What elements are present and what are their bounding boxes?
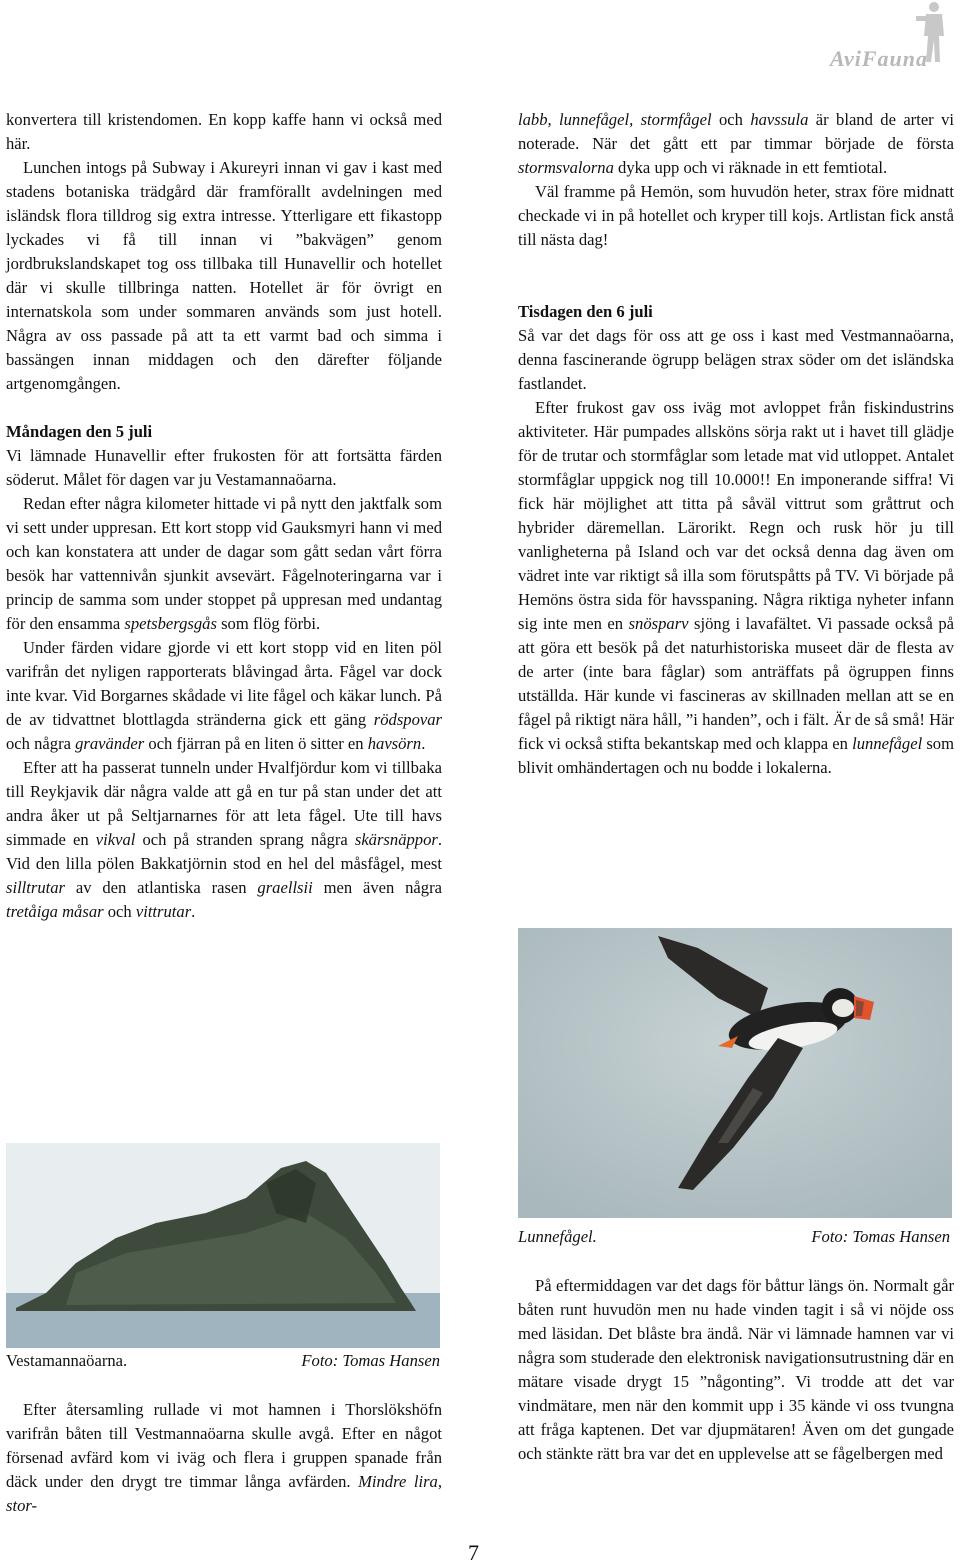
bottom-left-text: [6, 1398, 442, 1518]
bottom-right-text: [518, 1274, 954, 1466]
island-caption: [6, 1350, 440, 1372]
island-photo: [6, 1143, 440, 1348]
paragraph: Så var det dags för oss att ge oss i kast med Vestmannaöarna, denna fascinerande ögrupp belägen strax söder om det isländska fastlandet.: [518, 326, 954, 393]
puffin-caption: [518, 1226, 950, 1248]
left-column: [6, 108, 442, 924]
paragraph: Lunchen intogs på Subway i Akureyri innan vi gav i kast med stadens botaniska trädgård där framförallt avdelningen med isländsk flora tilldrog sig extra intresse. Ytterligare ett fikastopp lyckades vi få till innan vi ”bakvägen” genom jordbrukslandskapet tog oss tillbaka till Hunavellir och hotellet där vi skulle tillbringa natten. Hotellet är för övrigt en internatskola som under sommaren används som just hotell. Några av oss passade på att ta ett varmt bad och simma i bassängen innan middagen och den därefter följande artgenomgången.: [6, 158, 442, 393]
paragraph: Efter frukost gav oss iväg mot avloppet från fiskindustrins aktiviteter. Här pumpades allsköns sörja rakt ut i havet till glädje för de trutar och stormfåglar som letade mat vid utloppet. Antalet stormfåglar uppgick nog till 10.000!! En imponerande siffra! Vi fick här möjlighet att titta på såväl vittrut som gråttrut och hybrider däremellan. Lärorikt. Regn och rusk hör ju till vanligheterna på Island och var det också denna dag även om vädret inte var riktigt så illa som förutspåtts på TV. Vi började på Hemöns östra sida för havsspaning. Några riktiga nyheter infann sig inte men en snösparv sjöng i lavafältet. Vi passade också på att göra ett besök på det naturhistoriska museet där de flesta av de arter (inte bara fåglar) som anträffats på ögruppen finns utställda. Här kunde vi fascineras av skillnaden mellan att se en fågel på riktigt nära håll, ”i handen”, och i fält. Är de så små! Här fick vi också stifta bekantskap med och klappa en lunnefågel som blivit omhändertagen och nu bodde i lokalerna.: [518, 398, 955, 777]
paragraph: konvertera till kristendomen. En kopp kaffe hann vi också med här.: [6, 110, 442, 153]
section-heading: Tisdagen den 6 juli: [518, 302, 653, 321]
paragraph: Redan efter några kilometer hittade vi på nytt den jaktfalk som vi sett under uppresan. Ett kort stopp vid Gauksmyri hann vi med och kan konstatera att under de dagar som gått sedan vårt förra besök har vattennivån sjunkit avsevärt. Fågelnoteringarna var i princip de samma som under stoppet på uppresan med undantag för den ensamma spetsbergsgås som flög förbi.: [6, 494, 442, 633]
logo-text: AviFauna: [829, 46, 928, 71]
photo-credit: Foto: Tomas Hansen: [301, 1351, 440, 1370]
paragraph: Under färden vidare gjorde vi ett kort stopp vid en liten pöl varifrån det nyligen rapporterats blåvingad årta. Fågel var dock inte kvar. Vid Borgarnes skådade vi lite fågel och käkar lunch. På de av tidvattnet blottlagda stränderna gick ett gäng rödspovar och några gravänder och fjärran på en liten ö sitter en havsörn.: [6, 638, 442, 753]
caption-title: Vestamannaöarna.: [6, 1351, 128, 1370]
photo-credit: Foto: Tomas Hansen: [811, 1227, 950, 1246]
page-number: 7: [468, 1540, 479, 1565]
paragraph: Väl framme på Hemön, som huvudön heter, strax före midnatt checkade vi in på hotellet och kryper till kojs. Artlistan fick anstå till nästa dag!: [518, 182, 954, 249]
paragraph: Efter att ha passerat tunneln under Hvalfjördur kom vi tillbaka till Reykjavik där några valde att gå en tur på stan under det att andra åker ut på Seltjarnarnes för att leta fågel. Ute till havs simmade en vikval och på stranden sprang några skärsnäppor. Vid den lilla pölen Bakkatjörnin stod en hel del måsfågel, mest silltrutar av den atlantiska rasen graellsii men även några tretåiga måsar och vittrutar.: [6, 758, 442, 921]
paragraph: Efter återsamling rullade vi mot hamnen i Thorslökshöfn varifrån båten till Vestmannaöarna skulle avgå. Efter en något försenad avfärd kom vi iväg och flera i gruppen spanade från däck under den drygt tre timmar långa avfärden. Mindre lira, stor-: [6, 1400, 442, 1515]
avifauna-logo: [768, 0, 958, 80]
paragraph: På eftermiddagen var det dags för båttur längs ön. Normalt går båten runt huvudön men nu hade vinden tagit i så vi nöjde oss med läsidan. Det blåste bra ändå. När vi lämnade hamnen var vi några som studerade den elektronisk navigationsutrustning där en mätare visade drygt 15 ”någonting”. Vi trodde att det var vindmätare, men när den kommit upp i 35 kände vi oss tvungna att fråga kaptenen. Det var djupmätaren! Även om det gungade och stänkte rätt bra var det en upplevelse att se fågelbergen med: [518, 1276, 954, 1463]
right-column: [518, 108, 954, 780]
paragraph: labb, lunnefågel, stormfågel och havssula är bland de arter vi noterade. När det gått ett par timmar började de första stormsvalorna dyka upp och vi räknade in ett femtiotal.: [518, 110, 954, 177]
paragraph: Vi lämnade Hunavellir efter frukosten för att fortsätta färden söderut. Målet för dagen var ju Vestamannaöarna.: [6, 446, 442, 489]
puffin-photo: [518, 928, 952, 1218]
section-heading: Måndagen den 5 juli: [6, 422, 153, 441]
caption-title: Lunnefågel.: [518, 1227, 597, 1246]
